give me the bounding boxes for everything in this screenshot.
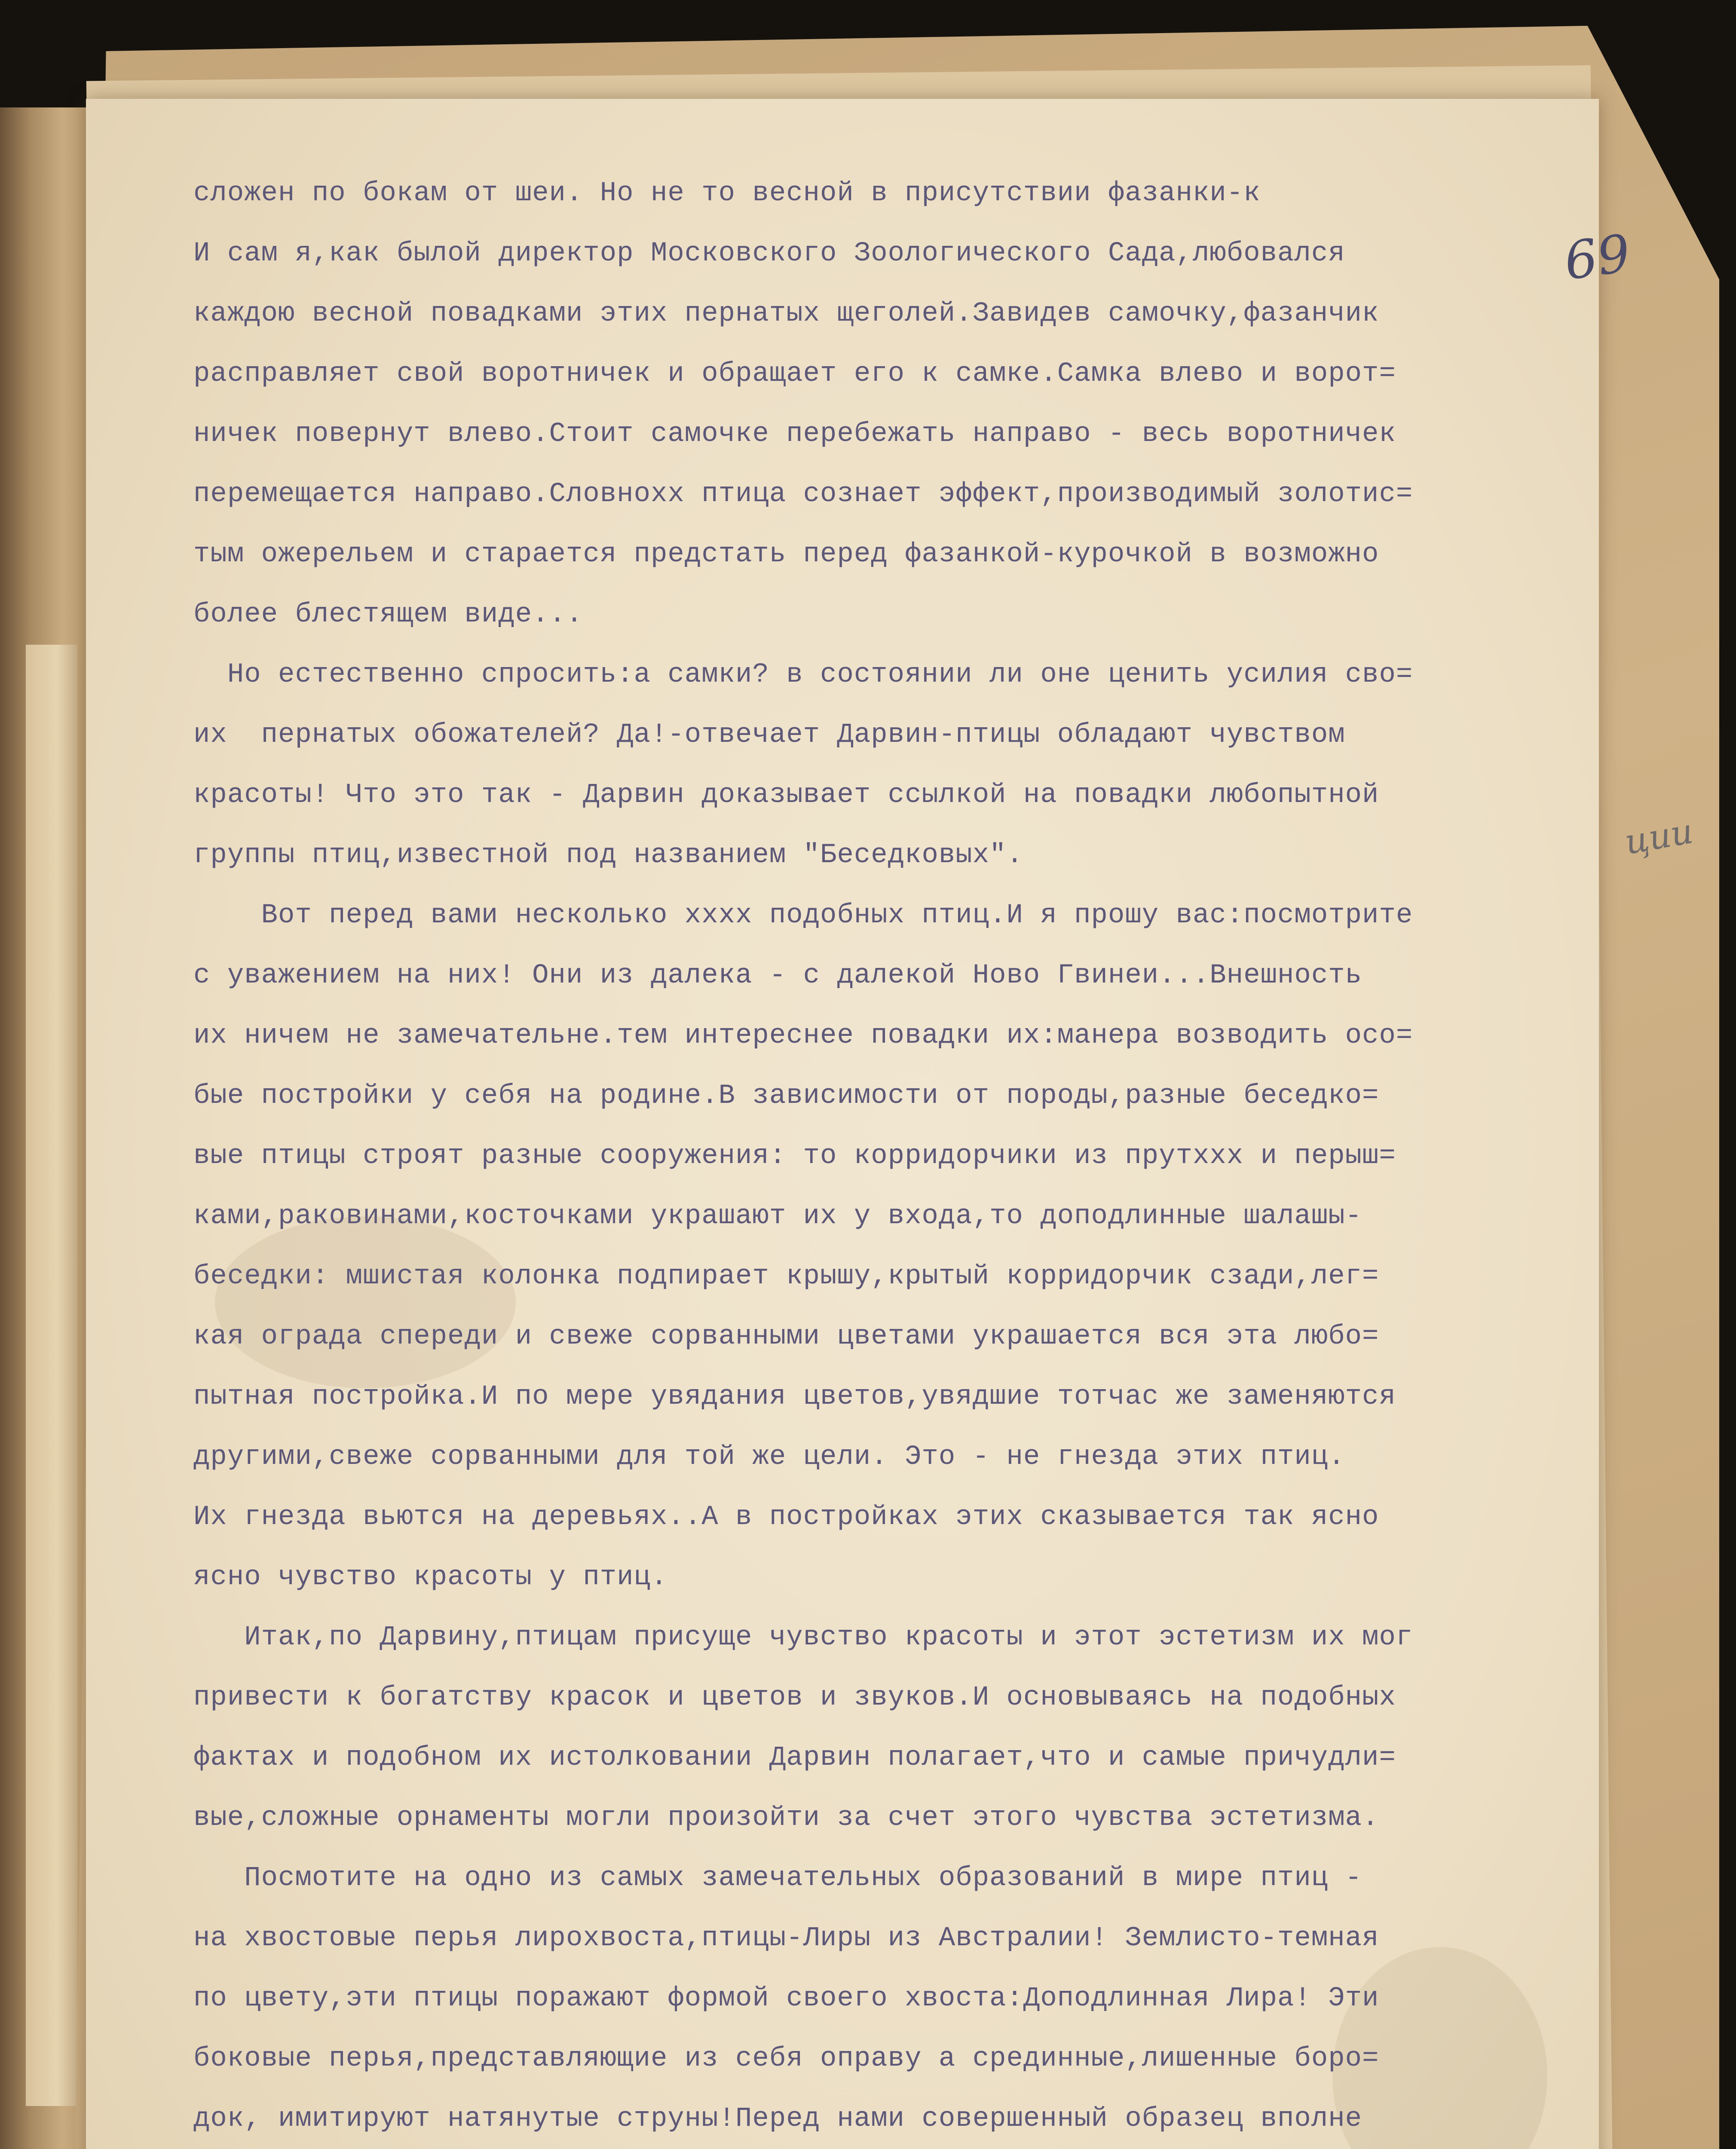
text-line: И сам я,как былой директор Московского Зоологического Сада,любовался: [193, 238, 1345, 269]
text-line: беседки: мшистая колонка подпирает крышу,крытый корридорчик сзади,лег=: [193, 1261, 1379, 1292]
text-line: по цвету,эти птицы поражают формой своего хвоста:Доподлинная Лира! Эти: [193, 1983, 1379, 2014]
text-line: тым ожерельем и старается предстать перед фазанкой-курочкой в возможно: [193, 539, 1379, 570]
text-line: Их гнезда вьются на деревьях..А в постройках этих сказывается так ясно: [193, 1502, 1379, 1533]
text-line: док, имитируют натянутые струны!Перед нами совершенный образец вполне: [193, 2103, 1362, 2134]
text-line: ничек повернут влево.Стоит самочке перебежать направо - весь воротничек: [193, 419, 1396, 450]
text-line: их ничем не замечательне.тем интереснее повадки их:манера возводить осо=: [193, 1020, 1413, 1051]
text-line: вые птицы строят разные сооружения: то корридорчики из прутххх и перыш=: [193, 1141, 1396, 1172]
text-line: группы птиц,известной под названием "Беседковых".: [193, 840, 1023, 871]
text-line: более блестящем виде...: [193, 599, 583, 630]
text-line: с уважением на них! Они из далека - с далекой Ново Гвинеи...Внешность: [193, 960, 1362, 991]
text-line: кая ограда спереди и свеже сорванными цветами украшается вся эта любо=: [193, 1321, 1379, 1352]
text-line: Итак,по Дарвину,птицам присуще чувство красоты и этот эстетизм их мог: [193, 1622, 1413, 1653]
text-line: ясно чувство красоты у птиц.: [193, 1562, 668, 1593]
text-line: пытная постройка.И по мере увядания цветов,увядшие тотчас же заменяются: [193, 1381, 1396, 1412]
text-line: на хвостовые перья лирохвоста,птицы-Лиры из Австралии! Землисто-темная: [193, 1923, 1379, 1954]
text-line: фактах и подобном их истолковании Дарвин полагает,что и самые причудли=: [193, 1742, 1396, 1773]
text-line: расправляет свой воротничек и обращает его к самке.Самка влево и ворот=: [193, 358, 1396, 389]
text-line: Вот перед вами несколько хххх подобных птиц.И я прошу вас:посмотрите: [193, 900, 1413, 931]
text-line: перемещается направо.Словнохх птица сознает эффект,производимый золотис=: [193, 479, 1413, 510]
text-line: красоты! Что это так - Дарвин доказывает ссылкой на повадки любопытной: [193, 780, 1379, 811]
text-line: Но естественно спросить:а самки? в состоянии ли оне ценить усилия сво=: [193, 659, 1413, 690]
text-line: Посмотите на одно из самых замечательных образований в мире птиц -: [193, 1863, 1362, 1894]
text-line: каждою весной повадками этих пернатых щеголей.Завидев самочку,фазанчик: [193, 298, 1379, 329]
text-line: привести к богатству красок и цветов и звуков.И основываясь на подобных: [193, 1682, 1396, 1713]
handwritten-page-number-top: 69: [1561, 223, 1634, 292]
text-line: ками,раковинами,косточками украшают их у входа,то доподлинные шалашы-: [193, 1201, 1362, 1232]
margin-handwriting: ции: [1622, 811, 1696, 863]
typed-page: [86, 99, 1634, 2149]
text-line: их пернатых обожателей? Да!-отвечает Дарвин-птицы обладают чувством: [193, 719, 1345, 750]
text-line: другими,свеже сорванными для той же цели. Это - не гнезда этих птиц.: [193, 1442, 1345, 1472]
typed-text-body: [193, 163, 1655, 2149]
text-line: боковые перья,представляющие из себя оправу а срединные,лишенные боро=: [193, 2043, 1379, 2074]
text-line: сложен по бокам от шеи. Но не то весной в присутствии фазанки-к: [193, 178, 1261, 209]
text-line: вые,сложные орнаменты могли произойти за счет этого чувства эстетизма.: [193, 1803, 1379, 1834]
adjacent-page-inner-edge: [26, 645, 77, 2106]
text-line: бые постройки у себя на родине.В зависимости от породы,разные беседко=: [193, 1081, 1379, 1111]
